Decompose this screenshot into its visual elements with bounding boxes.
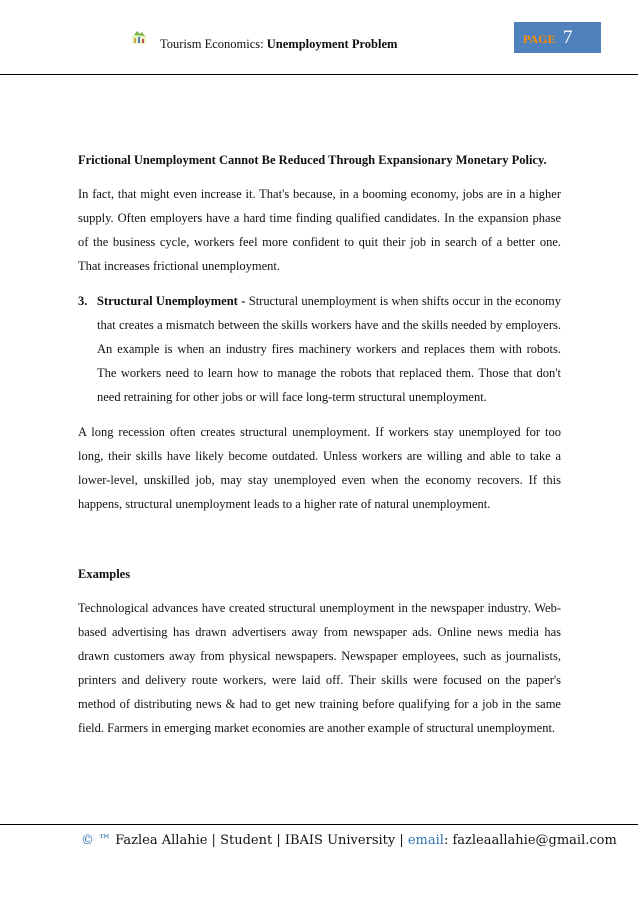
paragraph-2: A long recession often creates structural unemployment. If workers stay unemployed for too long, their skills have likely become outdated. Unless workers are willing and able to take a lower-level, unskilled job, may stay unemployed even when the economy recovers. If this happens, structural unemployment leads to a higher rate of natural unemployment.: [78, 425, 561, 511]
list-number: 3.: [78, 294, 88, 308]
footer-divider: [0, 824, 638, 825]
examples-heading: Examples: [78, 567, 131, 581]
list-body: Structural unemployment is when shifts occur in the economy that creates a mismatch between the skills workers have and the skills needed by employers. An example is when an industry fires machinery workers and replaces them with robots. The workers need to learn how to manage the robots that replaced them. Those that don't need retraining for other jobs or will face long-term structural unemployment.: [97, 294, 561, 404]
header-divider: [0, 74, 638, 75]
header-title-prefix: Tourism Economics:: [160, 37, 267, 51]
footer-email-label: email: [407, 833, 444, 848]
frictional-title: Frictional Unemployment Cannot Be Reduced Through Expansionary Monetary Policy.: [78, 153, 547, 167]
header-title: [160, 37, 397, 52]
page-number: 7: [563, 27, 573, 48]
logo-icon: [131, 29, 147, 45]
footer-email-sep: :: [443, 833, 453, 848]
header-title-strong: Unemployment Problem: [266, 37, 398, 51]
page-badge: [514, 22, 601, 53]
page-footer: [81, 833, 617, 848]
list-lead: Structural Unemployment -: [97, 294, 249, 308]
page-header: [0, 0, 638, 76]
paragraph-1: In fact, that might even increase it. That's because, in a booming economy, jobs are in a higher supply. Often employers have a hard time finding qualified candidates. In the expansion phase of the business cycle, workers feel more confident to quit their job in search of a better one. That increases frictional unemployment.: [78, 187, 561, 273]
footer-email[interactable]: fazleaallahie@gmail.com: [452, 833, 617, 848]
document-body: [78, 148, 561, 751]
list-item-structural: [78, 289, 561, 409]
paragraph-3: Technological advances have created structural unemployment in the newspaper industry. Web-based advertising has drawn advertisers away from newspaper ads. Online news media has drawn customers away from physical newspapers. Newspaper employees, such as journalists, printers and delivery route workers, were laid off. Their skills were focused on the paper's method of distributing news & had to get new training before qualifying for a job in the same field. Farmers in emerging market economies are another example of structural unemployment.: [78, 601, 561, 735]
footer-author-info: Fazlea Allahie | Student | IBAIS University |: [111, 833, 408, 848]
page-label: PAGE: [523, 32, 556, 46]
footer-symbols: © ™: [81, 833, 112, 848]
